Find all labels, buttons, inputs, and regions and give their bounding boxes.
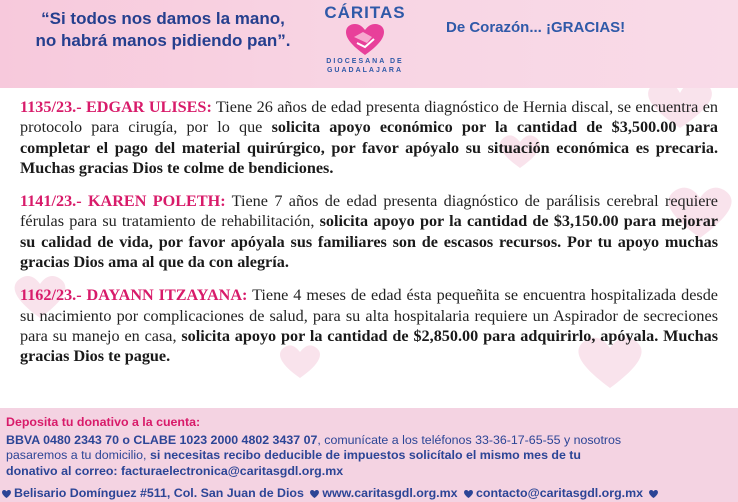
email-line [6, 464, 734, 479]
case-2-request: solicita apoyo por la cantidad de $3,150.00 para mejorar su calidad de vida, por favor apóyala sus familiares son de escasos recursos. Por tu apoyo muchas gracias Dios ama al que da con alegría. [20, 212, 718, 272]
case-3-text: Tiene 4 meses de edad ésta pequeñita se encuentra hospitalizada desde su nacimiento por complicaciones de salud, para su alta hospitalaria requiere un Aspirador de secreciones para su manejo en casa, [20, 286, 718, 345]
invoice-email-link[interactable]: facturaelectronica@caritasgdl.org.mx [120, 463, 344, 478]
phones-text: , comunícate a los teléfonos 33-36-17-65-55 y nosotros [317, 433, 622, 447]
heart-hands-logo-icon [345, 23, 385, 57]
case-2-id: 1141/23.- KAREN POLETH: [20, 192, 226, 211]
case-3 [20, 285, 718, 366]
email-prefix: donativo al correo: [6, 463, 121, 478]
case-3-id: 1162/23.- DAYANN ITZAYANA: [20, 286, 248, 305]
website-link[interactable]: www.caritasgdl.org.mx [322, 486, 458, 500]
case-1-id: 1135/23.- EDGAR ULISES: [20, 98, 212, 116]
contact-email-link[interactable]: contacto@caritasgdl.org.mx [475, 486, 643, 500]
requests-body [20, 97, 718, 380]
pickup-text: pasaremos a tu domicilio, [6, 448, 150, 463]
receipt-text: si necesitas recibo deducible de impuestos solicítalo el mismo mes de tu [149, 448, 581, 463]
heart-bullet-icon [464, 490, 473, 498]
thanks-heading: De Corazón... ¡GRACIAS! [446, 19, 626, 36]
address-text: Belisario Domínguez #511, Col. San Juan de Dios [14, 486, 304, 500]
case-1-request: solicita apoyo económico por la cantidad de $3,500.00 para completar el pago del material quirúrgico, por favor apóyalo su situación económica es precaria. Muchas gracias Dios te colme de bendiciones. [20, 118, 718, 177]
donation-info [6, 433, 734, 479]
case-1-text: Tiene 26 años de edad presenta diagnóstico de Hernia discal, se encuentra en protocolo para cirugía, por lo que [20, 98, 718, 137]
quote-line-1: “Si todos nos damos la mano, [41, 9, 285, 28]
case-2 [20, 191, 718, 272]
heart-bullet-icon [310, 490, 319, 498]
case-3-request: solicita apoyo por la cantidad de $2,850.00 para adquirirlo, apóyala. Muchas gracias Dios te pague. [20, 326, 718, 366]
heart-bullet-icon [2, 490, 11, 498]
heart-bullet-icon [649, 490, 658, 498]
header-quote [18, 8, 308, 52]
logo-wordmark: CÁRITAS [324, 3, 406, 22]
logo-subtitle-2: GUADALAJARA [326, 67, 404, 74]
pickup-line [6, 448, 734, 463]
caritas-logo [308, 4, 422, 86]
bank-line [6, 433, 734, 448]
contact-line [0, 486, 738, 501]
case-1 [20, 97, 718, 178]
bank-accounts: BBVA 0480 2343 70 o CLABE 1023 2000 4802 3437 07 [6, 433, 318, 447]
header-banner [0, 0, 738, 88]
logo-subtitle-1: DIOCESANA DE [326, 58, 404, 65]
donation-footer [0, 408, 738, 502]
quote-line-2: no habrá manos pidiendo pan”. [35, 31, 291, 50]
case-2-text: Tiene 7 años de edad presenta diagnóstico de parálisis cerebral requiere férulas para su tratamiento de rehabilitación, [20, 192, 718, 231]
deposit-label: Deposita tu donativo a la cuenta: [6, 415, 201, 429]
